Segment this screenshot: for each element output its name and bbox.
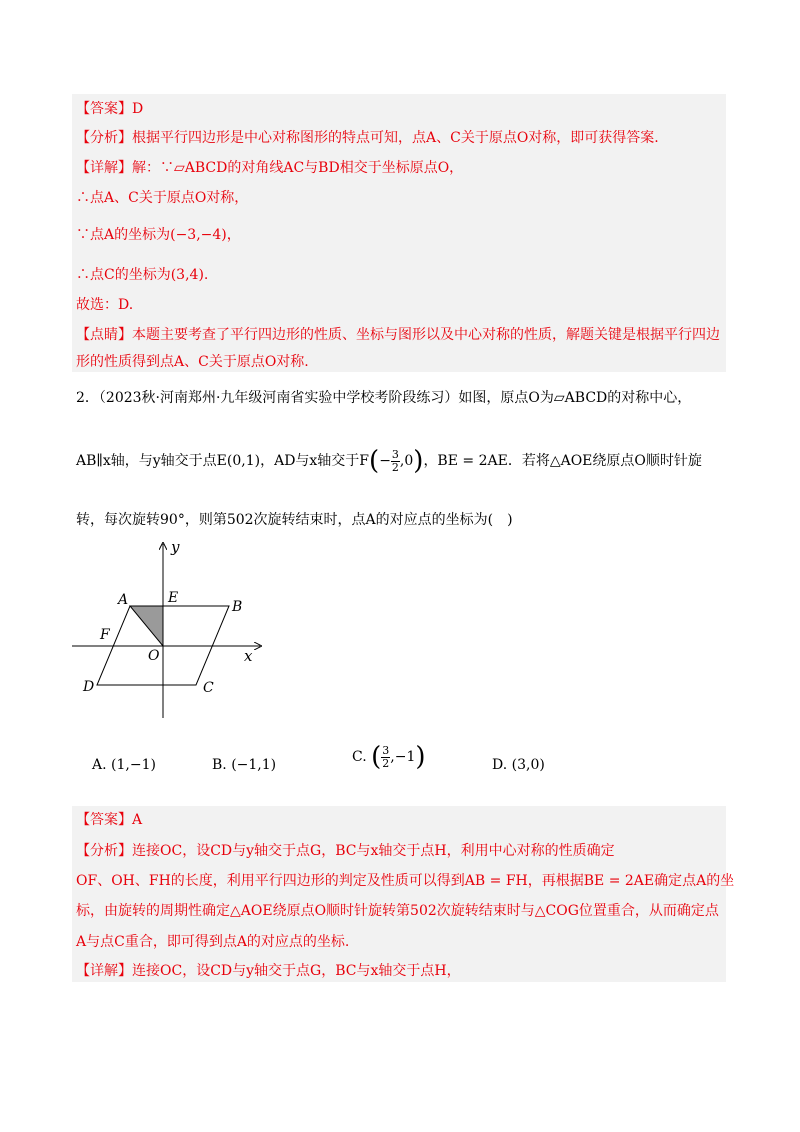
q2-answer-text: A: [132, 812, 143, 828]
label-x: x: [244, 647, 253, 665]
option-d-letter: D.: [492, 757, 508, 773]
q1-detail-label: 【详解】: [76, 160, 132, 176]
q2-figure: [70, 538, 270, 723]
option-a-value: (1,−1): [111, 757, 156, 773]
label-C: C: [203, 680, 214, 696]
option-c-numerator: 3: [382, 743, 390, 757]
option-c-denominator: 2: [382, 756, 390, 770]
q2-analysis-text-1: 连接OC，设CD与y轴交于点G，BC与x轴交于点H，利用中心对称的性质确定: [132, 843, 615, 859]
q1-detail-line-4: ∴点C的坐标为(3,4).: [76, 267, 209, 283]
option-b-letter: B.: [212, 757, 227, 773]
q1-detail-line-2: ∴点A、C关于原点O对称，: [76, 190, 249, 206]
q1-detail-line-3: ∵点A的坐标为(−3,−4)，: [76, 227, 241, 243]
q1-answer-label: 【答案】: [76, 101, 132, 117]
q1-analysis-text: 根据平行四边形是中心对称图形的特点可知，点A、C关于原点O对称，即可获得答案.: [132, 130, 659, 146]
q2-fraction-numerator: 3: [391, 447, 399, 461]
q1-comment-line-2: 形的性质得到点A、C关于原点O对称.: [76, 354, 309, 370]
option-a-letter: A.: [92, 757, 107, 773]
q1-analysis: [76, 129, 659, 147]
q2-fraction: [391, 449, 400, 474]
q1-answer: [76, 100, 143, 118]
q1-comment-text-1: 本题主要考查了平行四边形的性质、坐标与图形以及中心对称的性质，解题关键是根据平行四边: [132, 327, 720, 343]
label-D: D: [83, 679, 95, 695]
q2-fraction-denominator: 2: [391, 460, 399, 474]
q2-answer: [76, 811, 142, 829]
option-b-value: (−1,1): [231, 757, 277, 773]
q2-analysis-line-3: 标，由旋转的周期性确定△AOE绕原点O顺时针旋转第502次旋转结束时与△COG位置重合，从而确定点: [76, 903, 719, 919]
q2-statement-line-1: 2．（2023秋·河南郑州·九年级河南省实验中学校考阶段练习）如图，原点O为▱ABCD的对称中心，: [76, 390, 692, 406]
q1-answer-text: D: [132, 101, 144, 117]
q1-detail-text-1: 解：∵▱ABCD的对角线AC与BD相交于坐标原点O，: [132, 160, 464, 176]
option-c-value: −1: [394, 749, 416, 765]
q2-statement-text-2b: ，BE = 2AE．若将△AOE绕原点O顺时针旋: [423, 453, 702, 469]
q1-comment-line-1: [76, 326, 720, 344]
label-E: E: [168, 590, 179, 606]
q1-detail-line-1: [76, 159, 463, 177]
q2-answer-label: 【答案】: [76, 812, 132, 828]
label-F: F: [100, 627, 110, 643]
option-c-fraction: [381, 745, 390, 770]
option-b[interactable]: [212, 757, 276, 773]
q2-detail-text: 连接OC，设CD与y轴交于点G，BC与x轴交于点H，: [132, 963, 461, 979]
q2-analysis-line-2: OF、OH、FH的长度，利用平行四边形的判定及性质可以得到AB = FH，再根据BE = 2AE确定点A的坐: [76, 873, 735, 889]
q2-statement-line-2: AB∥x轴，与y轴交于点E(0,1)，AD与x轴交于F(− $\frac{3}{2}$ ,0)，BE = 2AE．若将△AOE绕原点O顺时针旋: [76, 446, 702, 476]
q2-analysis-line-1: [76, 842, 615, 860]
q2-detail-label: 【详解】: [76, 963, 132, 979]
q2-analysis-line-4: A与点C重合，即可得到点A的对应点的坐标.: [76, 934, 350, 950]
option-d-value: (3,0): [511, 757, 545, 773]
q2-solution-block: [72, 806, 726, 982]
q1-analysis-label: 【分析】: [76, 130, 132, 146]
q2-detail: [76, 962, 461, 980]
label-y: y: [171, 538, 180, 556]
option-a[interactable]: [92, 757, 156, 773]
label-O: O: [148, 648, 160, 664]
q2-analysis-label: 【分析】: [76, 843, 132, 859]
option-d[interactable]: [492, 757, 545, 773]
triangle-AOE: [130, 606, 163, 646]
option-c[interactable]: C. ( $\frac{3}{2}$ ,−1): [352, 742, 426, 772]
q2-statement-text-2a: AB∥x轴，与y轴交于点E(0,1)，AD与x轴交于F: [76, 453, 370, 469]
label-A: A: [118, 592, 129, 608]
label-B: B: [232, 599, 243, 615]
q2-statement-line-3: 转，每次旋转90°，则第502次旋转结束时，点A的对应点的坐标为( ): [76, 512, 513, 528]
q1-detail-line-5: 故选：D.: [76, 297, 134, 313]
option-c-letter: C.: [352, 749, 367, 765]
q1-comment-label: 【点睛】: [76, 327, 132, 343]
